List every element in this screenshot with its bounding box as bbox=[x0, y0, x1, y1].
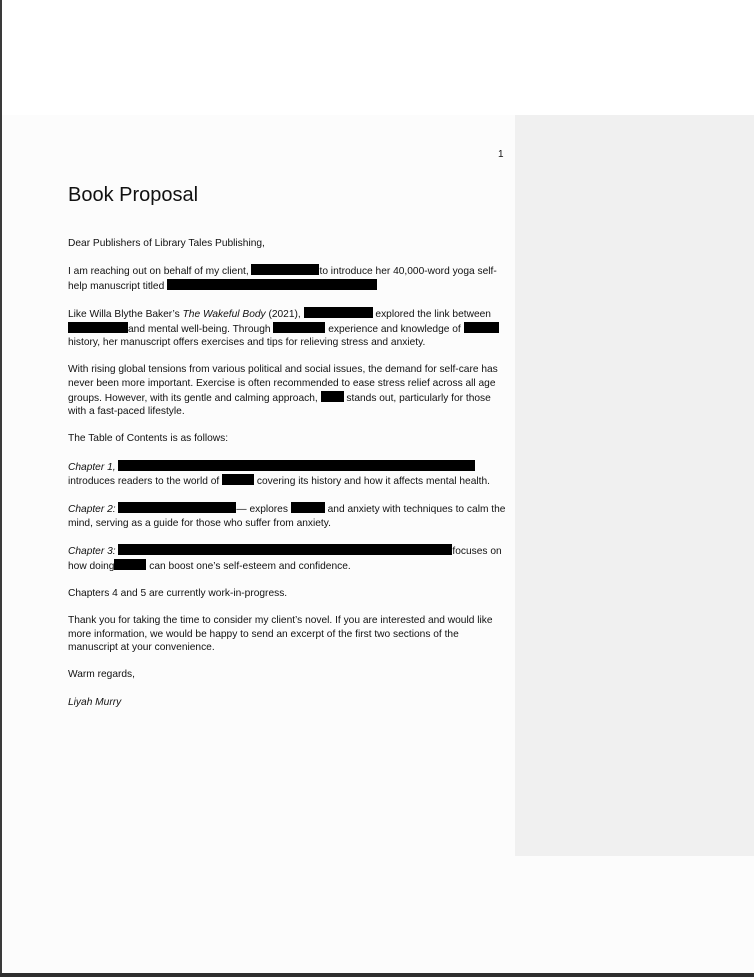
redaction-block bbox=[118, 460, 475, 471]
redaction-block bbox=[68, 322, 128, 333]
chapter-1-entry bbox=[68, 460, 508, 489]
text: experience and knowledge of bbox=[325, 323, 464, 335]
text: history, her manuscript offers exercises and tips for relieving stress and anxiety. bbox=[68, 337, 426, 349]
text: (2021), bbox=[265, 308, 304, 320]
chapter-label: Chapter 2: bbox=[68, 504, 116, 516]
paragraph-comparison bbox=[68, 307, 508, 350]
salutation: Dear Publishers of Library Tales Publishing, bbox=[68, 238, 265, 249]
text: and mental well-being. Through bbox=[128, 323, 274, 335]
text: and anxiety with techniques to calm the mind, serving as a guide for those who suffer from anxiety. bbox=[68, 504, 506, 529]
closing-paragraph: Thank you for taking the time to consider my client’s novel. If you are interested and would like more information, we would be happy to send an excerpt of the first two sections of the manuscript at your convenience. bbox=[68, 615, 493, 654]
signature: Liyah Murry bbox=[68, 696, 122, 708]
text: I am reaching out on behalf of my client, bbox=[68, 266, 252, 278]
signoff: Warm regards, bbox=[68, 669, 135, 681]
paragraph-context bbox=[68, 363, 508, 418]
text: can boost one’s self-esteem and confidence. bbox=[146, 560, 351, 572]
document-page-lower bbox=[2, 856, 754, 973]
paragraph-intro bbox=[68, 264, 508, 293]
page-number: 1 bbox=[498, 149, 504, 160]
chapter-label: Chapter 3: bbox=[68, 546, 116, 558]
text: — explores bbox=[236, 504, 291, 516]
redaction-block bbox=[251, 264, 319, 275]
redaction-block bbox=[167, 279, 377, 290]
redaction-block bbox=[114, 559, 146, 570]
redaction-block bbox=[273, 322, 325, 333]
redaction-block bbox=[304, 307, 373, 318]
text: stands out, particularly for those with a fast-paced lifestyle. bbox=[68, 392, 491, 418]
redaction-block bbox=[291, 502, 325, 513]
document-body bbox=[68, 183, 508, 723]
window-bottom-border bbox=[0, 973, 754, 977]
text: to introduce her 40,000-word yoga self-help manuscript titled bbox=[68, 266, 497, 292]
chapter-3-entry bbox=[68, 544, 508, 573]
text: introduces readers to the world of bbox=[68, 476, 223, 488]
page-title: Book Proposal bbox=[68, 184, 199, 206]
redaction-block bbox=[118, 502, 236, 513]
wip-note: Chapters 4 and 5 are currently work-in-progress. bbox=[68, 587, 288, 599]
text: Like Willa Blythe Baker’s bbox=[68, 308, 183, 320]
text: covering its history and how it affects mental health. bbox=[254, 476, 490, 488]
text: focuses on how doing bbox=[68, 546, 502, 572]
redaction-block bbox=[118, 544, 452, 555]
redaction-block bbox=[321, 391, 344, 402]
comment-margin-panel bbox=[515, 115, 754, 856]
book-title: The Wakeful Body bbox=[182, 308, 266, 320]
redaction-block bbox=[222, 474, 254, 485]
redaction-block bbox=[464, 322, 499, 333]
toc-intro: The Table of Contents is as follows: bbox=[68, 433, 229, 445]
chapter-2-entry bbox=[68, 502, 508, 530]
chapter-label: Chapter 1, bbox=[68, 461, 116, 473]
text: With rising global tensions from various political and social issues, the demand for self-care has never been more important. Exercise is often recommended to ease stress relief across all age groups. However, with its gentle and calming approach, bbox=[68, 364, 498, 404]
text: explored the link between bbox=[372, 308, 491, 320]
